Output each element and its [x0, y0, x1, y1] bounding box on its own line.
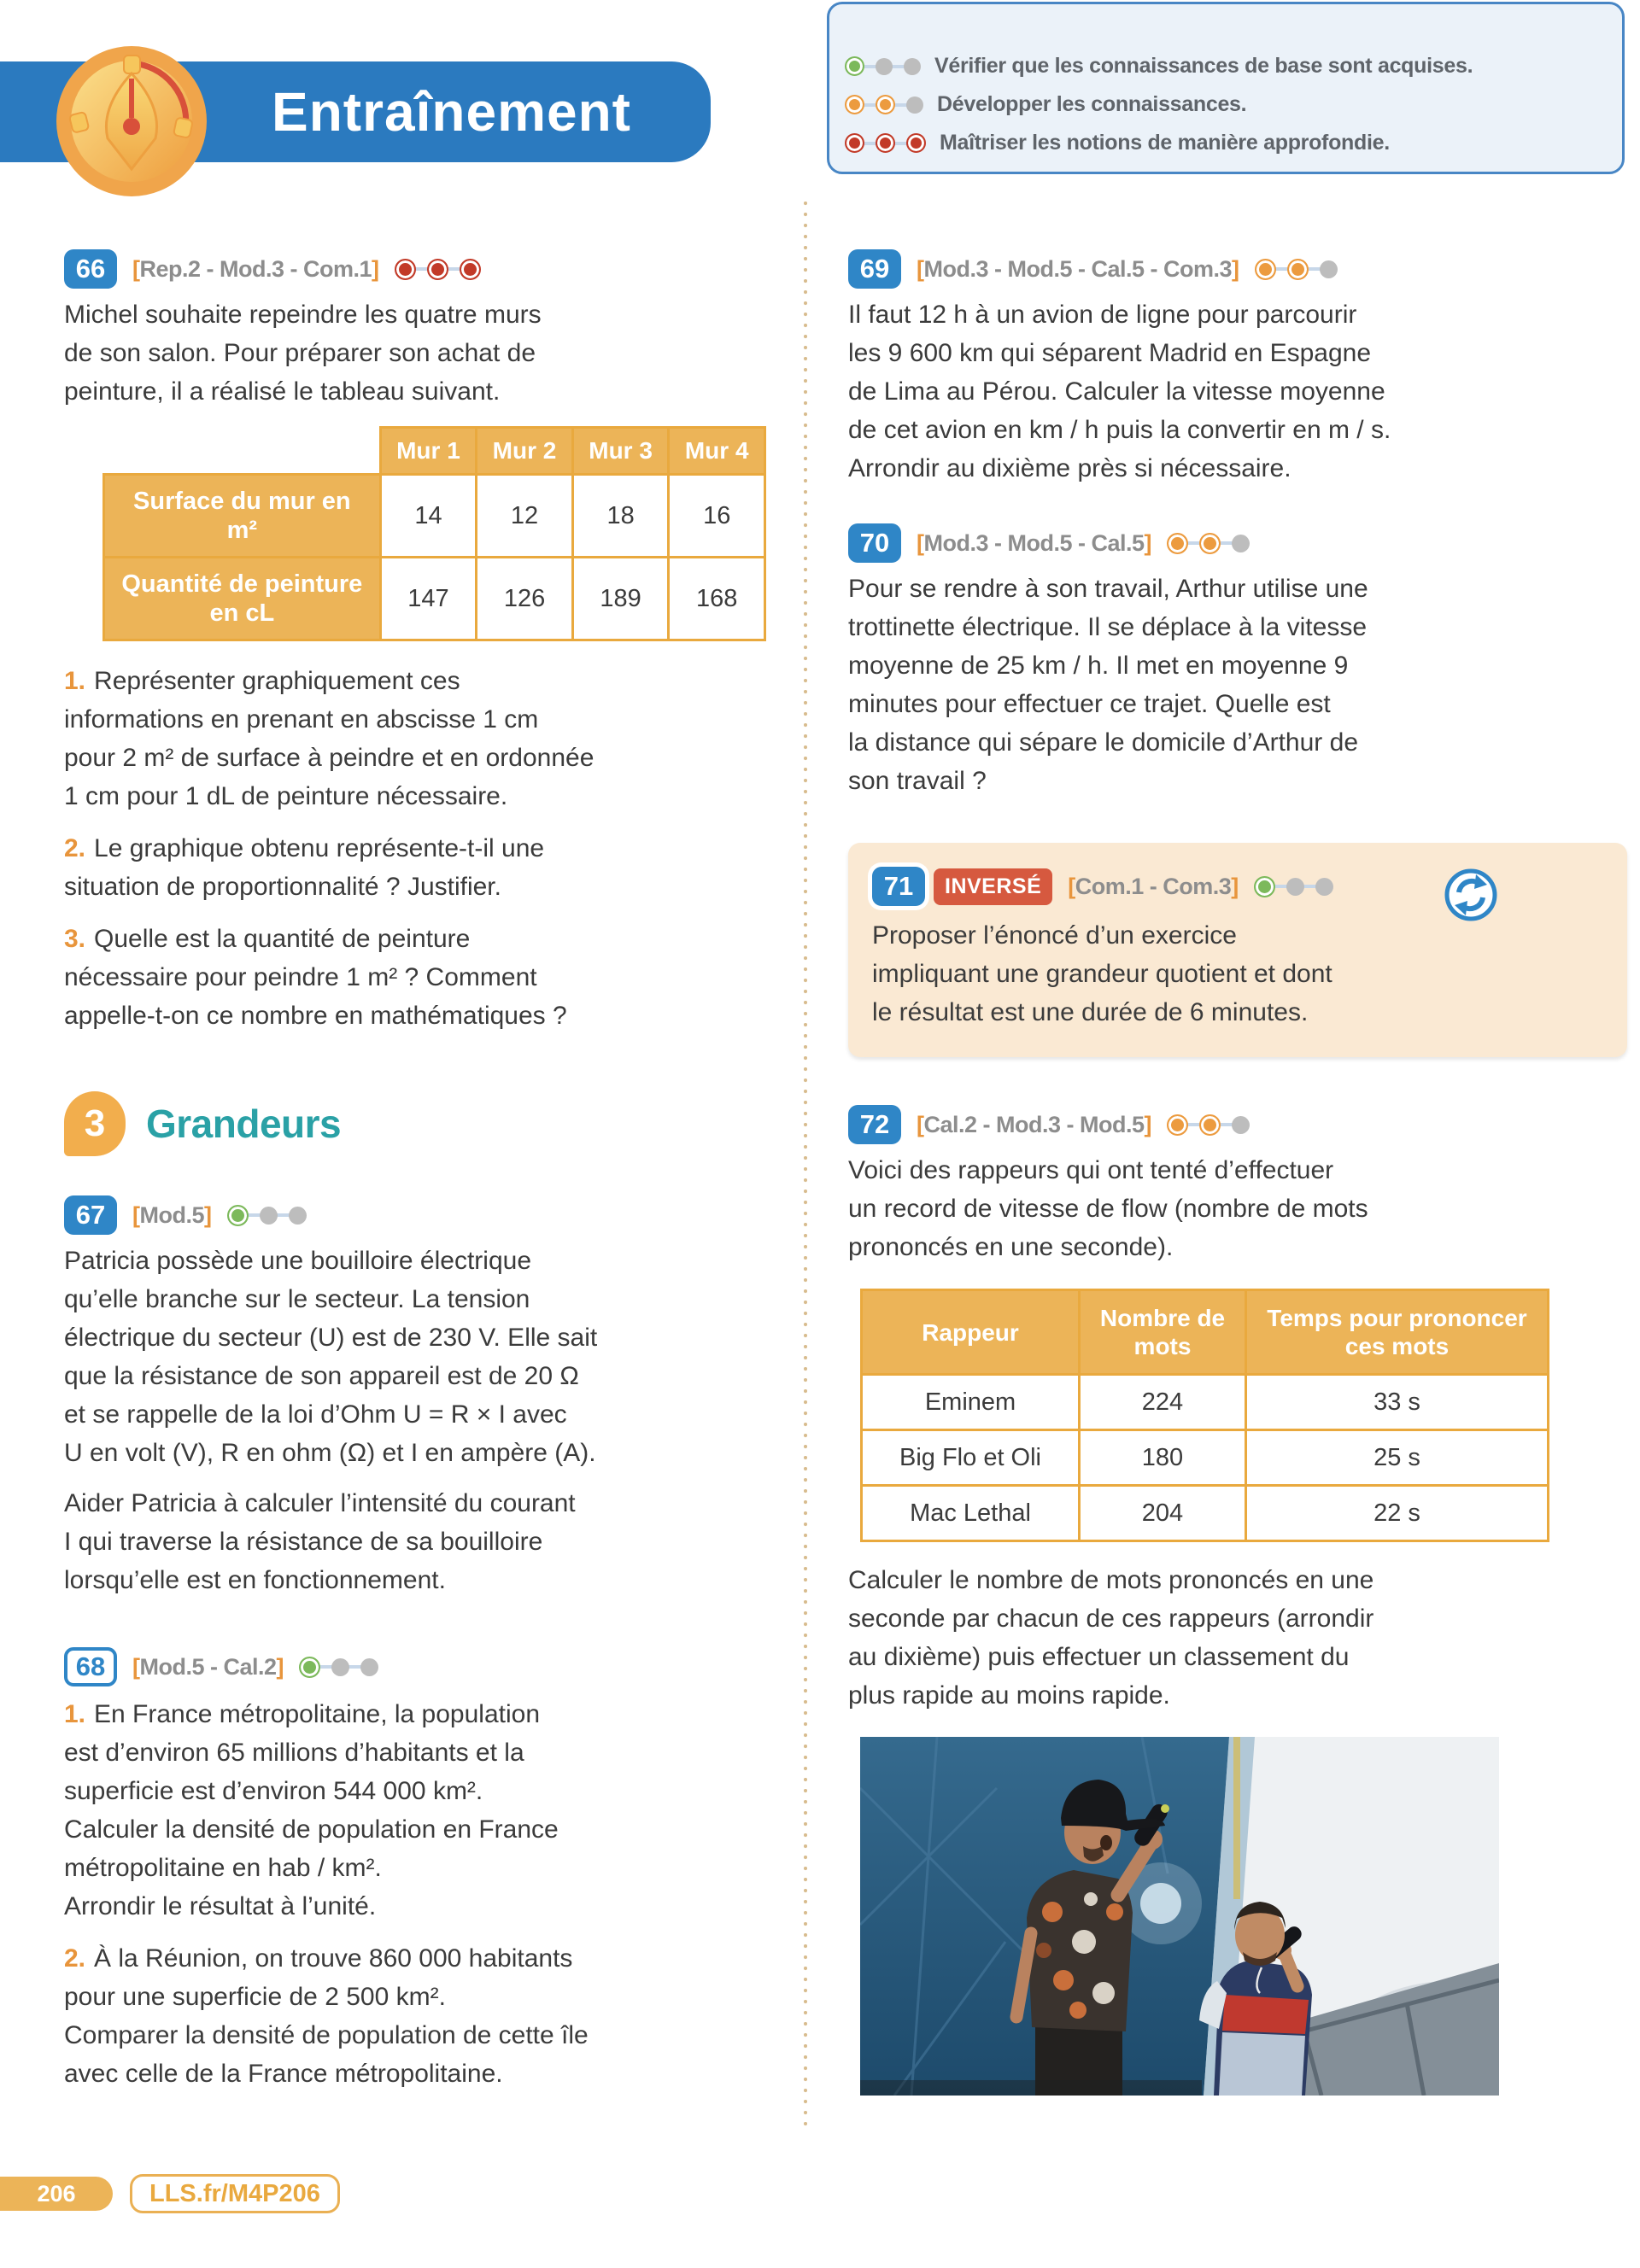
table-cell: 14 [380, 475, 477, 558]
question-number: 2. [64, 1944, 86, 1973]
text-line: au dixième) puis effectuer un classement du [848, 1643, 1350, 1671]
level-dot [1315, 878, 1333, 896]
level-dot [289, 1207, 307, 1225]
text-line: Il faut 12 h à un avion de ligne pour parcourir [848, 301, 1357, 329]
swap-arrows-icon [1443, 867, 1499, 923]
text-line: métropolitaine en hab / km². [64, 1854, 382, 1882]
table-cell: 189 [572, 558, 669, 640]
text-line: 1 cm pour 1 dL de peinture nécessaire. [64, 782, 508, 810]
text-line: moyenne de 25 km / h. Il met en moyenne 9 [848, 652, 1349, 680]
level-dot [1199, 1114, 1221, 1136]
text-line: que la résistance de son appareil est de 20 Ω [64, 1362, 579, 1390]
text-line: Pour se rendre à son travail, Arthur utilise une [848, 575, 1368, 603]
competency-tags: [Com.1 - Com.3] [1068, 873, 1239, 899]
legend-label: Maîtriser les notions de manière approfondie. [940, 131, 1390, 155]
rappers-table [860, 1289, 1549, 1542]
level-dot [1167, 533, 1188, 554]
text-line: En France métropolitaine, la population [94, 1700, 541, 1728]
difficulty-dots [395, 259, 481, 280]
difficulty-dots [1167, 1114, 1250, 1136]
text-line: I qui traverse la résistance de sa bouilloire [64, 1528, 543, 1556]
legend-row [845, 85, 1622, 124]
rappers-photo [860, 1737, 1499, 2096]
text-line: Arrondir au dixième près si nécessaire. [848, 454, 1292, 482]
text-line: Proposer l’énoncé d’un exercice [872, 921, 1237, 950]
table-cell: 204 [1080, 1486, 1246, 1541]
difficulty-legend [827, 2, 1625, 174]
text-line: Calculer la densité de population en France [64, 1815, 559, 1844]
exercise-66-intro [64, 295, 766, 411]
text-line: trottinette électrique. Il se déplace à la vitesse [848, 613, 1368, 641]
page-title: Entraînement [272, 81, 631, 143]
column-divider [804, 202, 807, 2130]
difficulty-dots [1255, 259, 1338, 280]
text-line: avec celle de la France métropolitaine. [64, 2060, 503, 2088]
text-line: situation de proportionnalité ? Justifier. [64, 873, 501, 901]
level-dot [1286, 878, 1304, 896]
difficulty-dots [1167, 533, 1250, 554]
question-number: 2. [64, 834, 86, 862]
lls-link-chip[interactable] [130, 2174, 340, 2213]
text-line: nécessaire pour peindre 1 m² ? Comment [64, 963, 537, 991]
table-col-header: Temps pour prononcer ces mots [1246, 1290, 1549, 1375]
table-cell: 126 [477, 558, 573, 640]
level-dot [876, 95, 895, 114]
left-column [64, 205, 766, 2093]
table-row-header: Surface du mur en m² [104, 475, 381, 558]
text-line: Patricia possède une bouilloire électrique [64, 1247, 532, 1275]
table-cell: Eminem [862, 1375, 1080, 1430]
table-row [104, 475, 765, 558]
difficulty-dots [845, 56, 921, 76]
page-number-pill [0, 2177, 113, 2211]
table-col-header: Mur 2 [477, 428, 573, 475]
table-cell: 18 [572, 475, 669, 558]
exercise-70-text [848, 570, 1627, 800]
exercise-number-badge: 69 [848, 249, 901, 289]
exercise-72-outro [848, 1561, 1627, 1715]
text-line: un record de vitesse de flow (nombre de mots [848, 1195, 1368, 1223]
text-line: À la Réunion, on trouve 860 000 habitants [94, 1944, 573, 1973]
exercise-67-header [64, 1195, 766, 1235]
level-dot [395, 259, 416, 280]
paint-table [102, 426, 766, 641]
legend-label: Vérifier que les connaissances de base sont acquises. [934, 54, 1473, 78]
lls-link-label: LLS.fr/M4P206 [149, 2179, 320, 2207]
table-col-header: Rappeur [862, 1290, 1080, 1375]
right-column [848, 205, 1627, 2096]
text-line: le résultat est une durée de 6 minutes. [872, 998, 1309, 1026]
exercise-number-badge: 70 [848, 523, 901, 563]
text-line: prononcés en une seconde). [848, 1233, 1174, 1261]
difficulty-dots [845, 95, 923, 114]
exercise-67-text [64, 1242, 766, 1472]
table-row [862, 1486, 1549, 1541]
text-line: peinture, il a réalisé le tableau suivant. [64, 377, 501, 406]
difficulty-dots [227, 1205, 307, 1226]
exercise-69-text [848, 295, 1627, 488]
text-line: Calculer le nombre de mots prononcés en une [848, 1566, 1374, 1594]
level-dot [845, 56, 864, 76]
text-line: électrique du secteur (U) est de 230 V. Elle sait [64, 1324, 598, 1352]
text-line: plus rapide au moins rapide. [848, 1681, 1170, 1710]
table-cell: 25 s [1246, 1430, 1549, 1486]
competency-tags: [Mod.3 - Mod.5 - Cal.5 - Com.3] [917, 255, 1239, 282]
level-dot [299, 1657, 320, 1678]
exercise-72-intro [848, 1151, 1627, 1266]
difficulty-dots [299, 1657, 378, 1678]
pen-nib-icon [55, 44, 208, 198]
exercise-67-text-2 [64, 1484, 766, 1599]
text-line: informations en prenant en abscisse 1 cm [64, 705, 539, 734]
level-dot [1287, 259, 1309, 280]
competency-tags: [Mod.3 - Mod.5 - Cal.5] [917, 529, 1152, 556]
inverse-label-chip: INVERSÉ [934, 868, 1052, 905]
text-line: U en volt (V), R en ohm (Ω) et I en ampère (A). [64, 1439, 596, 1467]
table-col-header: Mur 3 [572, 428, 669, 475]
text-line: impliquant une grandeur quotient et dont [872, 960, 1332, 988]
table-col-header: Nombre de mots [1080, 1290, 1246, 1375]
section-title: Grandeurs [146, 1102, 342, 1146]
table-cell: 12 [477, 475, 573, 558]
table-row [862, 1430, 1549, 1486]
competency-tags: [Cal.2 - Mod.3 - Mod.5] [917, 1111, 1152, 1137]
question-3 [64, 920, 766, 1035]
level-dot [906, 133, 926, 153]
difficulty-dots [1254, 876, 1333, 897]
level-dot [1232, 535, 1250, 552]
text-line: de cet avion en km / h puis la convertir en m / s. [848, 416, 1391, 444]
difficulty-dots [845, 133, 926, 153]
text-line: Arrondir le résultat à l’unité. [64, 1892, 377, 1920]
level-dot [331, 1658, 349, 1676]
table-cell: 180 [1080, 1430, 1246, 1486]
table-corner-cell [104, 428, 381, 475]
exercise-number-badge: 72 [848, 1105, 901, 1144]
text-line: Le graphique obtenu représente-t-il une [94, 834, 545, 862]
legend-row [845, 47, 1622, 85]
exercise-66-header [64, 249, 766, 289]
question-number: 1. [64, 1700, 86, 1728]
question-number: 3. [64, 925, 86, 953]
question-number: 1. [64, 667, 86, 695]
text-line: est d’environ 65 millions d’habitants et la [64, 1739, 524, 1767]
exercise-number-badge: 67 [64, 1195, 117, 1235]
exercise-70-header [848, 523, 1627, 563]
question-2 [64, 1939, 766, 2093]
question-2 [64, 829, 766, 906]
level-dot [1255, 259, 1276, 280]
level-dot [1254, 876, 1275, 897]
legend-label: Développer les connaissances. [937, 92, 1247, 116]
level-dot [876, 133, 895, 153]
exercise-71-box [848, 843, 1627, 1057]
text-line: pour une superficie de 2 500 km². [64, 1983, 446, 2011]
table-cell: 33 s [1246, 1375, 1549, 1430]
legend-row [845, 124, 1622, 162]
level-dot [460, 259, 481, 280]
level-dot [1199, 533, 1221, 554]
table-cell: 224 [1080, 1375, 1246, 1430]
exercise-number-badge: 66 [64, 249, 117, 289]
level-dot [260, 1207, 278, 1225]
table-cell: Mac Lethal [862, 1486, 1080, 1541]
table-row [862, 1375, 1549, 1430]
text-line: Voici des rappeurs qui ont tenté d’effectuer [848, 1156, 1334, 1184]
level-dot [1167, 1114, 1188, 1136]
text-line: seconde par chacun de ces rappeurs (arrondir [848, 1605, 1374, 1633]
text-line: de son salon. Pour préparer son achat de [64, 339, 536, 367]
table-cell: 147 [380, 558, 477, 640]
text-line: la distance qui sépare le domicile d’Arthur de [848, 728, 1358, 757]
table-cell: 168 [669, 558, 765, 640]
text-line: appelle-t-on ce nombre en mathématiques ? [64, 1002, 567, 1030]
text-line: Michel souhaite repeindre les quatre murs [64, 301, 542, 329]
text-line: lorsqu’elle est en fonctionnement. [64, 1566, 446, 1594]
question-1 [64, 662, 766, 815]
table-col-header: Mur 4 [669, 428, 765, 475]
table-cell: 22 s [1246, 1486, 1549, 1541]
text-line: et se rappelle de la loi d’Ohm U = R × I avec [64, 1400, 567, 1429]
table-row [104, 558, 765, 640]
exercise-71-text [872, 916, 1603, 1032]
table-cell: Big Flo et Oli [862, 1430, 1080, 1486]
text-line: superficie est d’environ 544 000 km². [64, 1777, 483, 1805]
section-header-grandeurs [64, 1090, 766, 1158]
text-line: son travail ? [848, 767, 987, 795]
text-line: Représenter graphiquement ces [94, 667, 460, 695]
exercise-number-badge: 68 [64, 1647, 117, 1686]
text-line: pour 2 m² de surface à peindre et en ordonnée [64, 744, 594, 772]
exercise-72-header [848, 1105, 1627, 1144]
table-row-header: Quantité de peinture en cL [104, 558, 381, 640]
level-dot [876, 58, 893, 75]
exercise-69-header [848, 249, 1627, 289]
exercise-number-badge: 71 [872, 867, 925, 906]
question-1 [64, 1695, 766, 1926]
page-number: 206 [37, 2180, 76, 2207]
text-line: Aider Patricia à calculer l’intensité du courant [64, 1489, 576, 1517]
level-dot [360, 1658, 378, 1676]
table-cell: 16 [669, 475, 765, 558]
exercise-68-header [64, 1647, 766, 1686]
section-number-badge: 3 [64, 1091, 126, 1156]
table-col-header: Mur 1 [380, 428, 477, 475]
level-dot [845, 133, 864, 153]
text-line: qu’elle branche sur le secteur. La tension [64, 1285, 530, 1313]
text-line: Quelle est la quantité de peinture [94, 925, 471, 953]
level-dot [227, 1205, 249, 1226]
level-dot [906, 96, 923, 114]
text-line: les 9 600 km qui séparent Madrid en Espagne [848, 339, 1372, 367]
level-dot [427, 259, 448, 280]
text-line: de Lima au Pérou. Calculer la vitesse moyenne [848, 377, 1385, 406]
level-dot [904, 58, 921, 75]
level-dot [1232, 1116, 1250, 1134]
level-dot [845, 95, 864, 114]
text-line: minutes pour effectuer ce trajet. Quelle est [848, 690, 1331, 718]
competency-tags: [Mod.5] [132, 1201, 212, 1228]
level-dot [1320, 260, 1338, 278]
text-line: Comparer la densité de population de cette île [64, 2021, 589, 2049]
competency-tags: [Mod.5 - Cal.2] [132, 1653, 284, 1680]
competency-tags: [Rep.2 - Mod.3 - Com.1] [132, 255, 379, 282]
